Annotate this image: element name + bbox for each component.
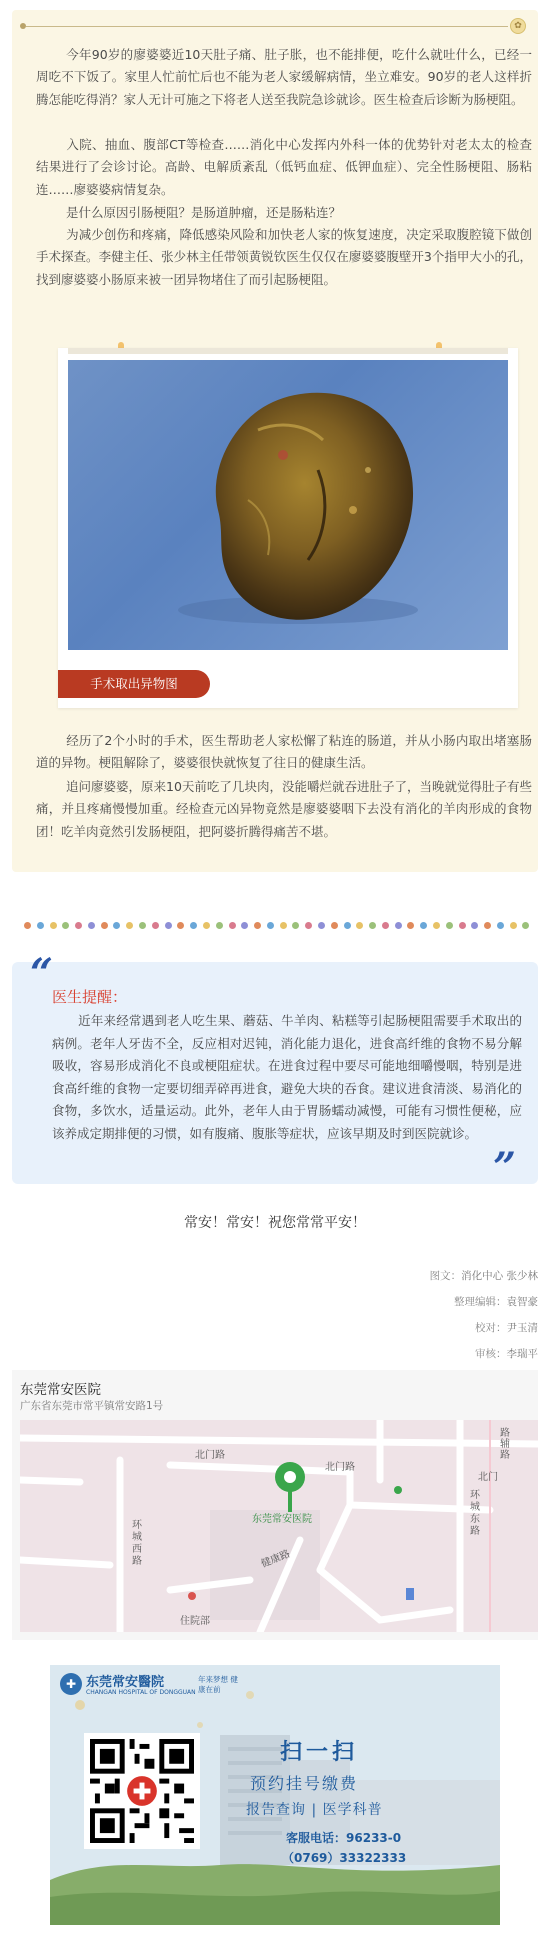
foreign-body-illustration [68, 360, 508, 650]
tip-title: 医生提醒： [52, 988, 128, 1006]
story-paragraph: 追问廖婆婆，原来10天前吃了几块肉，没能嚼烂就吞进肚子了，当晚就觉得肚子有些痛，并且疼痛慢慢加重。经检查元凶异物竟然是廖婆婆咽下去没有消化的羊肉形成的食物团！吃羊肉竟然引发肠梗阻，把阿婆折腾得痛苦不堪。 [36, 779, 532, 839]
banner-line2: 报告查询 | 医学科普 [246, 1802, 383, 1818]
poi-label: 住院部 [180, 1616, 210, 1627]
foreign-body-photo[interactable] [68, 360, 508, 650]
hospital-logo-icon: ✚ [60, 1673, 82, 1695]
qr-code[interactable] [84, 1733, 200, 1849]
location-map[interactable] [20, 1420, 538, 1632]
story-paragraph: 入院、抽血、腹部CT等检查……消化中心发挥内外科一体的优势针对老太太的检查结果进行了会诊讨论。高龄、电解质紊乱（低钙血症、低钾血症）、完全性肠梗阻、肠粘连……廖婆婆病情复杂。 [36, 137, 532, 197]
road-label: 北门路 [195, 1450, 225, 1461]
hospital-name: 东莞常安医院 [20, 1382, 101, 1398]
banner-logo-en: CHANGAN HOSPITAL OF DONGGUAN [86, 1689, 196, 1696]
banner-slogan: 年来梦想 健康在前 [198, 1675, 238, 1694]
banner-phone: 客服电话：96233-0 [286, 1831, 402, 1845]
story-card [12, 10, 538, 872]
road-label: 健康路 [259, 1548, 292, 1571]
credit-line: 图文：消化中心 张少林 [429, 1270, 538, 1282]
story-paragraph: 经历了2个小时的手术，医生帮助老人家松懈了粘连的肠道，并从小肠内取出堵塞肠道的异物。梗阻解除了，婆婆很快就恢复了往日的健康生活。 [36, 733, 532, 771]
map-roads [20, 1420, 538, 1632]
photo-caption: 手术取出异物图 [58, 670, 210, 698]
banner-phone-2: （0769）33322333 [282, 1851, 407, 1865]
poi-label: 北门 [478, 1472, 498, 1483]
hospital-address: 广东省东莞市常平镇常安路1号 [20, 1400, 164, 1412]
story-paragraph: 是什么原因引肠梗阻？是肠道肿瘤，还是肠粘连？ [66, 205, 342, 220]
quote-open-icon: “ [30, 950, 54, 997]
banner-line1: 预约挂号缴费 [250, 1774, 359, 1793]
hospital-map-label: 东莞常安医院 [252, 1514, 312, 1525]
road-label: 环城东路 [470, 1490, 480, 1537]
story-paragraph: 今年90岁的廖婆婆近10天肚子痛、肚子胀，也不能排便，吃什么就吐什么，已经一周吃不下饭了。家里人忙前忙后也不能为老人家缓解病情，坐立难安。90岁的老人这样折腾怎能吃得消？家人无计可施之下将老人送至我院急诊就诊。医生检查后诊断为肠梗阻。 [36, 47, 532, 107]
top-divider [26, 26, 508, 27]
doctor-tip-card [12, 950, 538, 1191]
tip-text: 近年来经常遇到老人吃生果、蘑菇、牛羊肉、粘糕等引起肠梗阻需要手术取出的病例。老年人牙齿不全，反应相对迟钝，消化能力退化，进食高纤维的食物不易分解吸收，容易形成消化不良或梗阻症状。在进食过程中要尽可能地细嚼慢咽，特别是进食高纤维的食物一定要切细弄碎再进食，避免大块的吞食。建议进食清淡、易消化的食物，多饮水，适量运动。此外，老年人由于胃肠蠕动减慢，可能有习惯性便秘，应该养成定期排便的习惯，如有腹痛、腹胀等症状，应该早期及时到医院就诊。 [52, 1013, 522, 1141]
credit-line: 整理编辑：袁智豪 [454, 1296, 538, 1308]
credit-line: 校对：尹玉清 [475, 1322, 538, 1334]
dots-divider [24, 920, 530, 930]
photo-frame [58, 348, 518, 708]
hospital-banner[interactable] [50, 1665, 500, 1925]
qr-code-graphic [90, 1739, 194, 1843]
road-label: 环城西路 [132, 1520, 142, 1567]
story-paragraph: 为减少创伤和疼痛，降低感染风险和加快老人家的恢复速度，决定采取腹腔镜下做创手术探查。李健主任、张少林主任带领黄锐钦医生仅仅在廖婆婆腹壁开3个指甲大小的孔，找到廖婆婆小肠原来被一团异物堵住了而引起肠梗阻。 [36, 227, 532, 287]
banner-scan-title: 扫一扫 [280, 1739, 359, 1765]
quote-close-icon: ” [492, 1144, 516, 1191]
banner-logo-text: 东莞常安醫院 [86, 1675, 165, 1690]
greeting-text: 常安！常安！祝您常常平安！ [184, 1215, 366, 1231]
flower-icon: ✿ [510, 18, 526, 34]
road-label: 北门路 [325, 1462, 355, 1473]
road-label: 路辅路 [500, 1428, 510, 1461]
location-pin-icon[interactable] [270, 1460, 310, 1515]
location-card[interactable] [12, 1370, 538, 1640]
credit-line: 审核：李瑞平 [475, 1348, 538, 1360]
